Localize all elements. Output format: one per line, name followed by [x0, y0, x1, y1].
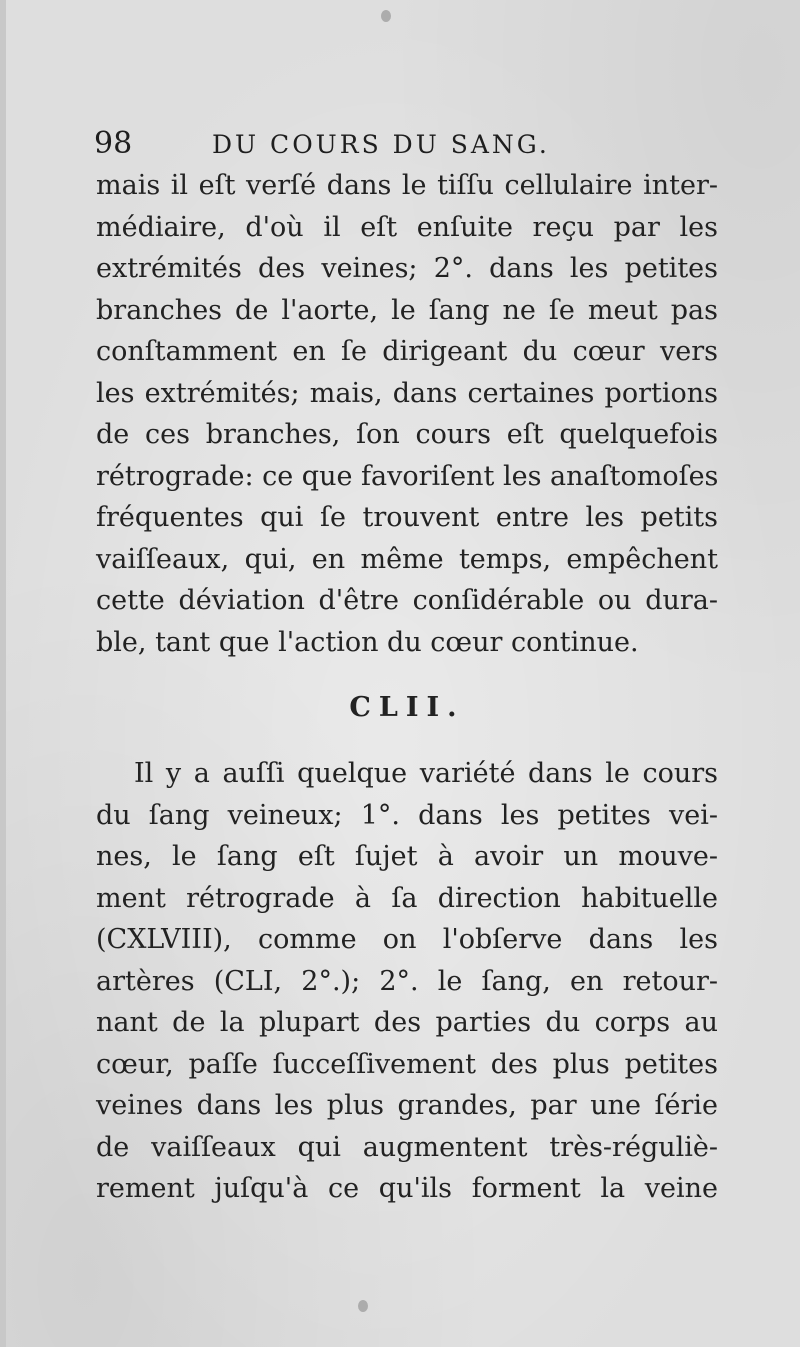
running-title: DU COURS DU SANG. [212, 130, 550, 159]
text-line: ble, tant que l'action du cœur continue. [96, 626, 639, 658]
paper-speck [358, 1300, 368, 1312]
text-line: nant de la plupart des parties du corps au [96, 1007, 718, 1038]
text-line: conſtamment en ſe dirigeant du cœur vers [96, 336, 718, 367]
text-line: ment rétrograde à ſa direction habituelle [96, 882, 718, 914]
text-line: rement juſqu'à ce qu'ils forment la veine [96, 1173, 718, 1204]
body-text [96, 165, 718, 1210]
paper-speck [381, 10, 391, 22]
text-line: fréquentes qui ſe trouvent entre les petits [96, 502, 718, 533]
text-line: rétrograde: ce que favoriſent les anaſtomoſes [96, 460, 719, 492]
paragraph [96, 165, 718, 663]
text-line: cette déviation d'être conſidérable ou dura- [96, 585, 718, 616]
text-line: médiaire, d'où il eſt enſuite reçu par les [96, 211, 718, 243]
text-line: veines dans les plus grandes, par une ſérie [96, 1090, 718, 1121]
text-line: de ces branches, ſon cours eſt quelquefois [96, 419, 718, 450]
text-line: de vaiſſeaux qui augmentent très-réguliè- [96, 1131, 718, 1163]
text-line: extrémités des veines; 2°. dans les petites [96, 253, 718, 284]
text-line: cœur, paſſe ſucceſſivement des plus petites [96, 1048, 718, 1080]
text-line: nes, le ſang eſt ſujet à avoir un mouve- [96, 841, 718, 872]
text-line: Il y a auſſi quelque variété dans le cours [134, 758, 718, 789]
text-line: artères (CLI, 2°.); 2°. le ſang, en retour- [96, 965, 718, 997]
text-line: mais il eſt verſé dans le tiſſu cellulaire inter- [96, 170, 718, 201]
text-line: vaiſſeaux, qui, en même temps, empêchent [96, 543, 718, 575]
running-head [94, 120, 714, 164]
text-line: (CXLVIII), comme on l'obſerve dans les [96, 924, 718, 955]
page-number: 98 [94, 126, 133, 161]
text-line: les extrémités; mais, dans certaines portions [96, 377, 718, 409]
text-line: du ſang veineux; 1°. dans les petites vei- [96, 799, 718, 831]
paragraph [96, 753, 718, 1210]
section-heading: CLII. [349, 692, 465, 723]
text-line: branches de l'aorte, le ſang ne ſe meut pas [96, 294, 718, 326]
